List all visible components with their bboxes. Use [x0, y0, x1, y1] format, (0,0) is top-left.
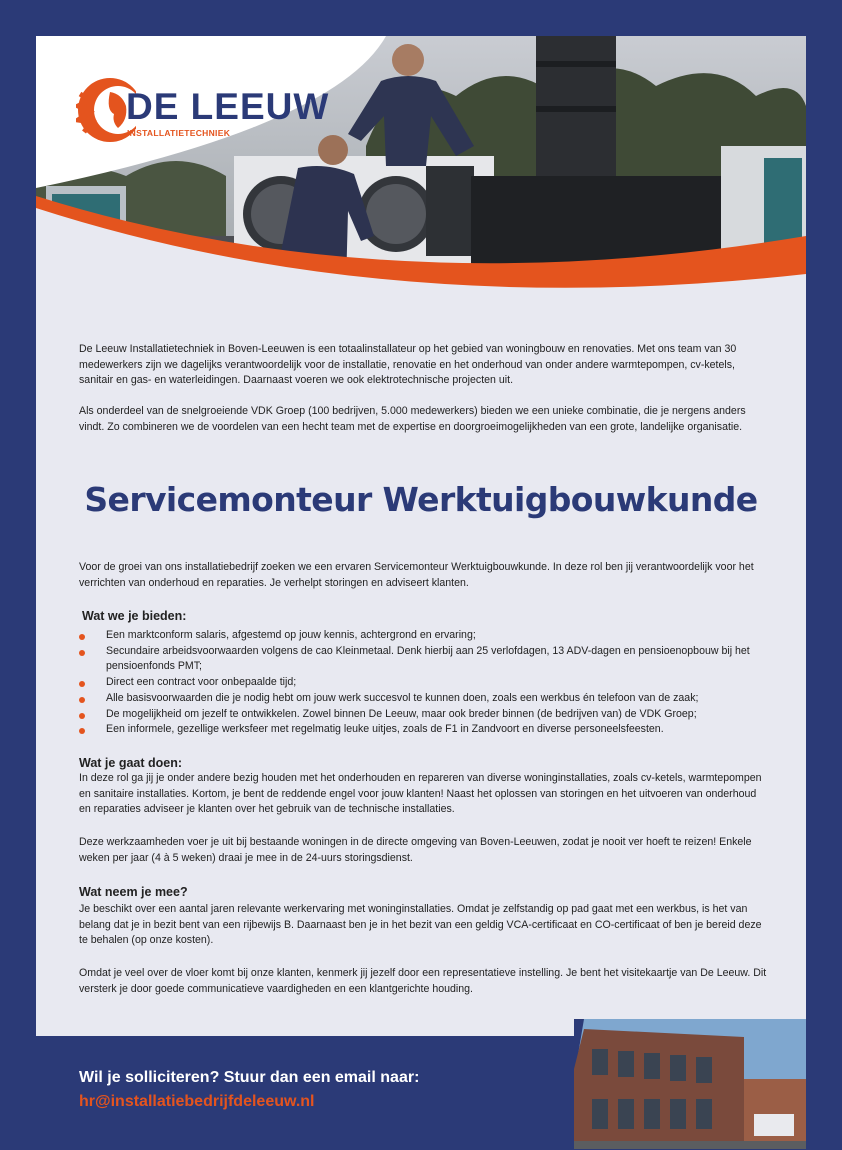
bullet-icon	[79, 728, 85, 734]
bullet-icon	[79, 650, 85, 656]
tasks-paragraph-2: Deze werkzaamheden voer je uit bij bestaande woningen in de directe omgeving van Boven-Leeuwen, zodat je nooit ver hoeft te reizen! Enkele weken per jaar (4 à 5 weken) draai je mee in de 24-uurs storingsdienst.	[79, 836, 752, 864]
tasks-heading: Wat je gaat doen:	[79, 756, 183, 770]
tasks-paragraph-1: In deze rol ga jij je onder andere bezig houden met het onderhouden en repareren van diverse woninginstallaties, zoals cv-ketels, warmtepompen en sanitaire installaties. Kortom, je bent de reddende engel voor jouw klanten! Naast het oplossen van storingen en het uitvoeren van onderhoud en reparaties adviseer je klanten over het gebruik van de technische installaties.	[79, 772, 762, 816]
logo-subtitle: INSTALLATIETECHNIEK	[127, 128, 231, 138]
bullet-icon	[79, 634, 85, 640]
list-item	[79, 644, 779, 675]
hero-photo	[36, 36, 806, 336]
intro-paragraph-1: De Leeuw Installatietechniek in Boven-Leeuwen is een totaalinstallateur op het gebied van woningbouw en renovaties. Met ons team van 30 medewerkers zijn we dagelijks verantwoordelijk voor de installatie, renovatie en het onderhoud van onder andere warmtepompen, cv-ketels, sanitair en gas- en waterleidingen. Daarnaast voeren we ook elektrotechnische projecten uit.	[79, 343, 737, 387]
logo-wordmark: DE LEEUW	[126, 86, 330, 127]
job-description: Voor de groei van ons installatiebedrijf zoeken we een ervaren Servicemonteur Werktuigbouwkunde. In deze rol ben jij verantwoordelijk voor het verrichten van onderhoud en reparaties. Je verhelpt storingen en adviseert klanten.	[79, 561, 754, 589]
offer-list	[79, 628, 779, 738]
list-item	[79, 675, 779, 691]
list-item-text: Secundaire arbeidsvoorwaarden volgens de cao Kleinmetaal. Denk hierbij aan 25 verlofdagen, 13 ADV-dagen en pensioenopbouw bij het pensioenfonds PMT;	[106, 644, 750, 673]
requirements-paragraph-2: Omdat je veel over de vloer komt bij onze klanten, kenmerk jij jezelf door een representatieve instelling. Je bent het visitekaartje van De Leeuw. Dit versterk je door goede communicatieve vaardigheden en een klantgerichte houding.	[79, 967, 767, 995]
apply-footer	[36, 1036, 806, 1149]
apply-call-to-action: Wil je solliciteren? Stuur dan een email naar:	[79, 1069, 420, 1086]
bullet-icon	[79, 681, 85, 687]
list-item	[79, 628, 779, 644]
bullet-icon	[79, 697, 85, 703]
intro-paragraph-2: Als onderdeel van de snelgroeiende VDK Groep (100 bedrijven, 5.000 medewerkers) bieden we een unieke combinatie, die je nergens anders vindt. Zo combineren we de voordelen van een hecht team met de expertise en doorgroeimogelijkheden van een grote, landelijke organisatie.	[79, 405, 746, 433]
job-title: Servicemonteur Werktuigbouwkunde	[84, 480, 758, 519]
list-item-text: De mogelijkheid om jezelf te ontwikkelen. Zowel binnen De Leeuw, maar ook breder binnen (de bedrijven van) de VDK Groep;	[106, 707, 697, 720]
company-logo	[76, 72, 336, 152]
list-item-text: Alle basisvoorwaarden die je nodig hebt om jouw werk succesvol te kunnen doen, zoals een werkbus én telefoon van de zaak;	[106, 691, 699, 704]
office-building-photo	[574, 1019, 806, 1149]
list-item	[79, 722, 779, 738]
list-item	[79, 707, 779, 723]
list-item-text: Direct een contract voor onbepaalde tijd;	[106, 676, 297, 689]
bullet-icon	[79, 713, 85, 719]
apply-email-link[interactable]: hr@installatiebedrijfdeleeuw.nl	[79, 1093, 315, 1110]
offer-heading: Wat we je bieden:	[82, 609, 187, 623]
requirements-heading: Wat neem je mee?	[79, 885, 188, 899]
requirements-paragraph-1: Je beschikt over een aantal jaren relevante werkervaring met woninginstallaties. Omdat je zelfstandig op pad gaat met een werkbus, is het van belang dat je in bezit bent van een rijbewijs B. Daarnaast ben je in het bezit van een geldig VCA-certificaat en CO-certificaat of ben je bereid deze te behalen (op onze kosten).	[79, 903, 762, 947]
list-item	[79, 691, 779, 707]
vacancy-page	[36, 36, 806, 1149]
list-item-text: Een informele, gezellige werksfeer met regelmatig leuke uitjes, zoals de F1 in Zandvoort en diverse personeelsfeesten.	[106, 723, 664, 736]
list-item-text: Een marktconform salaris, afgestemd op jouw kennis, achtergrond en ervaring;	[106, 629, 476, 641]
